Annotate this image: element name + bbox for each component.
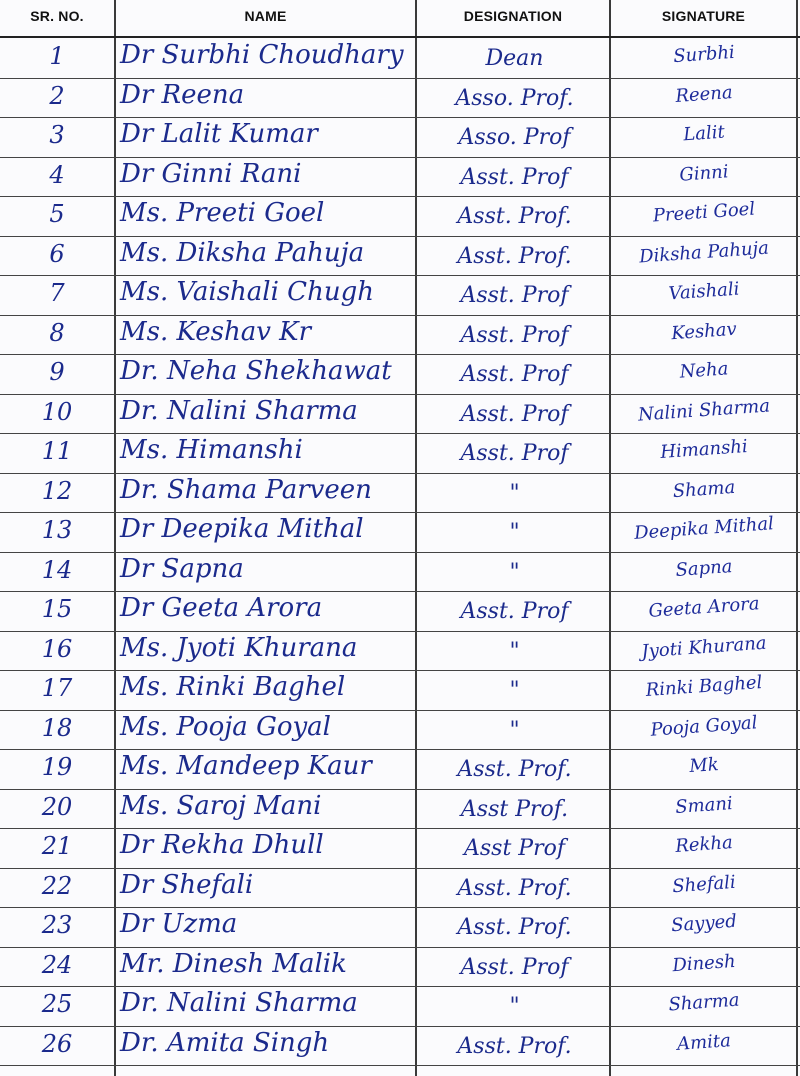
row-designation: Asst. Prof. bbox=[457, 757, 572, 782]
row-designation: " bbox=[509, 994, 520, 1019]
row-signature: Ginni bbox=[678, 161, 730, 186]
row-sr-no: 21 bbox=[41, 832, 73, 860]
row-signature: Deepika Mithal bbox=[633, 513, 775, 544]
row-signature: Rekha bbox=[674, 832, 734, 857]
row-sr-no: 6 bbox=[49, 240, 65, 268]
row-designation: " bbox=[509, 520, 520, 545]
row-designation: Asst. Prof bbox=[460, 283, 569, 308]
column-divider bbox=[796, 0, 798, 1076]
row-signature: Rinki Baghel bbox=[645, 671, 763, 702]
row-name: Dr. Amita Singh bbox=[120, 1028, 330, 1058]
row-designation: Asst. Prof bbox=[460, 402, 569, 427]
row-signature: Amita bbox=[676, 1030, 732, 1055]
row-rule bbox=[0, 512, 800, 513]
row-name: Dr Sapna bbox=[120, 554, 244, 584]
row-sr-no: 15 bbox=[41, 595, 73, 623]
row-sr-no: 4 bbox=[49, 161, 65, 189]
row-signature: Jyoti Khurana bbox=[640, 632, 768, 663]
row-rule bbox=[0, 236, 800, 237]
row-rule bbox=[0, 117, 800, 118]
row-rule bbox=[0, 868, 800, 869]
row-rule bbox=[0, 157, 800, 158]
row-designation: Asst Prof. bbox=[460, 797, 569, 822]
row-signature: Lalit bbox=[682, 121, 726, 146]
row-rule bbox=[0, 591, 800, 592]
row-sr-no: 25 bbox=[41, 990, 73, 1018]
row-name: Dr. Nalini Sharma bbox=[120, 988, 358, 1018]
row-name: Dr Deepika Mithal bbox=[120, 514, 364, 544]
row-name: Dr Rekha Dhull bbox=[120, 830, 324, 860]
row-signature: Sapna bbox=[674, 556, 734, 581]
row-rule bbox=[0, 315, 800, 316]
row-rule bbox=[0, 354, 800, 355]
row-rule bbox=[0, 196, 800, 197]
row-name: Ms. Jyoti Khurana bbox=[120, 633, 358, 663]
row-sr-no: 18 bbox=[41, 714, 73, 742]
header-sr-no: SR. NO. bbox=[30, 8, 84, 24]
row-rule bbox=[0, 631, 800, 632]
row-rule bbox=[0, 394, 800, 395]
row-designation: Asst. Prof bbox=[460, 599, 569, 624]
row-rule bbox=[0, 907, 800, 908]
row-signature: Shama bbox=[672, 476, 736, 503]
row-signature: Dinesh bbox=[671, 950, 737, 977]
row-signature: Sayyed bbox=[670, 910, 738, 937]
row-signature: Shefali bbox=[671, 871, 737, 898]
row-name: Dr Lalit Kumar bbox=[120, 119, 318, 149]
row-designation: Asst. Prof bbox=[460, 441, 569, 466]
row-sr-no: 12 bbox=[41, 477, 73, 505]
row-sr-no: 14 bbox=[41, 556, 73, 584]
row-signature: Nalini Sharma bbox=[637, 395, 771, 426]
header-rule bbox=[0, 36, 800, 38]
column-divider bbox=[609, 0, 611, 1076]
row-sr-no: 26 bbox=[41, 1030, 73, 1058]
row-sr-no: 22 bbox=[41, 872, 73, 900]
column-divider bbox=[415, 0, 417, 1076]
row-signature: Preeti Goel bbox=[652, 198, 756, 227]
row-signature: Geeta Arora bbox=[647, 593, 761, 622]
row-rule bbox=[0, 473, 800, 474]
row-sr-no: 5 bbox=[49, 200, 65, 228]
row-signature: Keshav bbox=[670, 318, 738, 345]
row-name: Dr Ginni Rani bbox=[120, 159, 302, 189]
row-signature: Surbhi bbox=[672, 41, 736, 68]
row-signature: Reena bbox=[674, 82, 734, 107]
row-designation: Dean bbox=[485, 46, 544, 71]
row-signature: Vaishali bbox=[667, 278, 741, 305]
row-name: Ms. Himanshi bbox=[120, 435, 303, 465]
row-designation: Asst. Prof. bbox=[457, 204, 572, 229]
row-signature: Neha bbox=[678, 358, 730, 383]
row-sr-no: 2 bbox=[49, 82, 65, 110]
row-signature: Smani bbox=[674, 793, 734, 818]
row-rule bbox=[0, 749, 800, 750]
row-name: Ms. Mandeep Kaur bbox=[120, 751, 372, 781]
row-designation: " bbox=[509, 678, 520, 703]
row-designation: " bbox=[509, 639, 520, 664]
row-rule bbox=[0, 670, 800, 671]
row-sr-no: 13 bbox=[41, 516, 73, 544]
row-sr-no: 7 bbox=[49, 279, 65, 307]
row-designation: " bbox=[509, 481, 520, 506]
row-rule bbox=[0, 433, 800, 434]
row-sr-no: 9 bbox=[49, 358, 65, 386]
column-divider bbox=[114, 0, 116, 1076]
row-designation: Asst. Prof. bbox=[457, 244, 572, 269]
row-name: Mr. Dinesh Malik bbox=[120, 949, 347, 979]
row-sr-no: 23 bbox=[41, 911, 73, 939]
row-sr-no: 3 bbox=[49, 121, 65, 149]
row-name: Dr. Neha Shekhawat bbox=[120, 356, 392, 386]
row-signature: Mk bbox=[688, 754, 720, 777]
row-rule bbox=[0, 1026, 800, 1027]
row-sr-no: 8 bbox=[49, 319, 65, 347]
header-signature: SIGNATURE bbox=[661, 8, 746, 24]
row-designation: Asst. Prof. bbox=[457, 1034, 572, 1059]
row-name: Ms. Saroj Mani bbox=[120, 791, 322, 821]
row-designation: Asso. Prof. bbox=[455, 86, 574, 111]
row-signature: Himanshi bbox=[659, 435, 749, 464]
row-name: Dr. Nalini Sharma bbox=[120, 396, 358, 426]
row-rule bbox=[0, 947, 800, 948]
row-name: Dr Geeta Arora bbox=[120, 593, 323, 623]
row-designation: Asst. Prof. bbox=[457, 876, 572, 901]
row-name: Ms. Pooja Goyal bbox=[120, 712, 331, 742]
row-rule bbox=[0, 710, 800, 711]
row-signature: Pooja Goyal bbox=[649, 712, 759, 741]
row-name: Dr Reena bbox=[120, 80, 245, 110]
row-designation: " bbox=[509, 560, 520, 585]
row-name: Ms. Diksha Pahuja bbox=[120, 238, 365, 268]
row-designation: Asst. Prof bbox=[460, 165, 569, 190]
row-name: Ms. Keshav Kr bbox=[120, 317, 312, 347]
row-sr-no: 20 bbox=[41, 793, 73, 821]
row-sr-no: 17 bbox=[41, 674, 73, 702]
row-rule bbox=[0, 986, 800, 987]
row-name: Ms. Rinki Baghel bbox=[120, 672, 346, 702]
row-name: Dr Uzma bbox=[120, 909, 238, 939]
row-rule bbox=[0, 275, 800, 276]
row-designation: Asso. Prof bbox=[458, 125, 571, 150]
row-designation: Asst. Prof bbox=[460, 323, 569, 348]
row-designation: Asst. Prof bbox=[460, 955, 569, 980]
row-rule bbox=[0, 789, 800, 790]
row-sr-no: 10 bbox=[41, 398, 73, 426]
row-name: Ms. Preeti Goel bbox=[120, 198, 325, 228]
row-name: Ms. Vaishali Chugh bbox=[120, 277, 374, 307]
row-designation: Asst. Prof. bbox=[457, 915, 572, 940]
row-sr-no: 1 bbox=[49, 42, 65, 70]
row-rule bbox=[0, 78, 800, 79]
row-signature: Diksha Pahuja bbox=[638, 237, 770, 268]
row-designation: Asst. Prof bbox=[460, 362, 569, 387]
row-rule bbox=[0, 1065, 800, 1066]
row-name: Dr Shefali bbox=[120, 870, 254, 900]
row-rule bbox=[0, 552, 800, 553]
row-name: Dr. Shama Parveen bbox=[120, 475, 372, 505]
header-designation: DESIGNATION bbox=[463, 8, 563, 24]
row-designation: " bbox=[509, 718, 520, 743]
row-sr-no: 16 bbox=[41, 635, 73, 663]
row-name: Dr Surbhi Choudhary bbox=[120, 40, 404, 70]
header-name: NAME bbox=[244, 8, 287, 24]
row-signature: Sharma bbox=[667, 989, 741, 1016]
row-rule bbox=[0, 828, 800, 829]
row-sr-no: 24 bbox=[41, 951, 73, 979]
row-sr-no: 19 bbox=[41, 753, 73, 781]
row-sr-no: 11 bbox=[41, 437, 73, 465]
row-designation: Asst Prof bbox=[463, 836, 565, 861]
